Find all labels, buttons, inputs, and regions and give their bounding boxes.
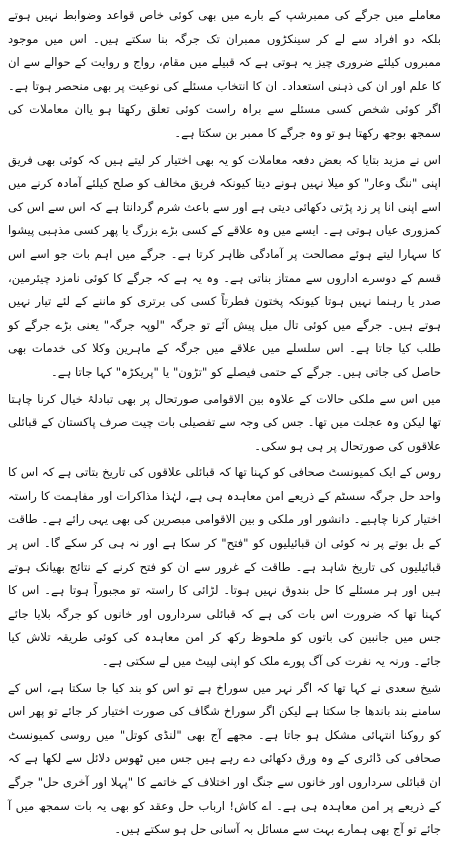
paragraph-membership: معاملے میں جرگے کی ممبرشپ کے بارے میں بھی کوئی خاص قواعد وضوابط نہیں ہوتے بلکہ دو افراد سے لے کر سینکڑوں ممبران تک جرگہ بنا سکتے ہیں۔ اس میں موجود ممبروں کیلئے ضروری چیز یہ ہوتی ہے کہ قبیلے میں مقام، رواج و روایت کے حوالے سے ان کا علم اور ان کی ذہنی استعداد۔ ان کا انتخاب مسئلے کی نوعیت پر بھی منحصر ہوتا ہے۔ اگر کوئی شخص کسی مسئلے سے براہ راست کوئی تعلق رکھتا ہو یاان معاملات کی سمجھ بوجھ رکھتا ہو تو وہ جرگے کا ممبر بن سکتا ہے۔	[8, 8, 441, 140]
paragraph-international-situation: میں اس سے ملکی حالات کے علاوہ بین الاقوامی صورتحال پر بھی تبادلۂ خیال کرنا چاہتا تھا لیکن وہ عجلت میں تھا۔ جس کی وجہ سے تفصیلی بات چیت صرف پاکستان کے قبائلی علاقوں کی صورتحال پر ہی ہو سکی۔	[8, 391, 441, 453]
paragraph-jirga-process: اس نے مزید بتایا کہ بعض دفعہ معاملات کو یہ بھی اختیار کر لیتے ہیں کہ کوئی بھی فریق اپنی "ننگ وعار" کو میلا نہیں ہونے دیتا کیونکہ فریق مخالف کو صلح کیلئے آمادہ کرنے میں اسے اپنی انا پر زد پڑتی دکھائی دیتی ہے اور سے باعث شرم گردانتا ہے کہ اس سے اس کی کمزوری عیاں ہوتی ہے۔ ایسے میں وہ علاقے کے کسی بڑے بزرگ یا پھر کسی مذہبی پیشوا کا سہارا لیتے ہوئے مصالحت پر آمادگی ظاہر کرتا ہے۔ جرگے میں اہم بات جو اسے اس قسم کے دوسرے اداروں سے ممتاز بناتی ہے۔ وہ یہ ہے کہ جرگے کا کوئی نامزد چیئرمین، صدر یا رہنما نہیں ہوتا کیونکہ پختون فطرتاً کسی کی برتری کو ماننے کے لئے تیار نہیں ہوتے ہیں۔ جرگے میں کوئی تال میل پیش آئے تو جرگہ "لوپہ جرگہ" یعنی بڑے جرگے کو طلب کیا جاتا ہے۔ اس سلسلے میں علاقے میں جرگہ کے ماہرین وکلا کی خدمات بھی حاصل کی جاتی ہیں۔ جرگے کے حتمی فیصلے کو "تڑون" یا "پریکڑہ" کہا جاتا ہے۔	[8, 152, 441, 379]
paragraph-sheikh-saadi: شیخ سعدی نے کہا تھا کہ اگر نہر میں سوراخ ہے تو اس کو بند کیا جا سکتا ہے، اس کے سامنے بند باندھا جا سکتا ہے لیکن اگر سوراخ شگاف کی صورت اختیار کر جائے تو پھر اس کو روکنا انتہائی مشکل ہو جاتا ہے۔ مجھے آج بھی "لنڈی کوتل" میں روسی کمیونسٹ صحافی کی ڈائری کے وہ ورق دکھائی دے رہے ہیں جس میں ٹھوس دلائل سے لکھا ہے کہ ان قبائلی سرداروں اور خانوں سے جنگ اور اختلاف کے خاتمے کا "پہلا اور آخری حل" جرگے کے ذریعے پر امن معاہدہ ہی ہے۔ اے کاش! ارباب حل وعقد کو بھی یہ بات سمجھ میں آ جائے تو آج بھی ہمارے بہت سے مسائل بہ آسانی حل ہو سکتے ہیں۔	[8, 680, 441, 837]
paragraph-russian-journalist: روس کے ایک کمیونسٹ صحافی کو کہنا تھا کہ قبائلی علاقوں کی تاریخ بتاتی ہے کہ اس کا واحد حل جرگہ سسٹم کے ذریعے امن معاہدہ ہی ہے، لہٰذا مذاکرات اور مفاہمت کا راستہ اختیار کرنا چاہیے۔ دانشور اور ملکی و بین الاقوامی مبصرین کی بھی یہی رائے ہے۔ طاقت کے بل بوتے پر نہ کوئی ان قبائیلیوں کو "فتح" کر سکا ہے اور نہ ہی کر سکے گا۔ اس پر قبائیلیوں کی تاریخ شاہد ہے۔ طاقت کے غرور سے ان کو فتح کرنے کے نتائج بھیانک ہوتے ہیں اور ہر مسئلے کا حل بندوق نہیں ہوتا۔ لڑائی کا راستہ تو مجبوراً ہوتا ہے۔ اس کا کہنا تھا کہ ضرورت اس بات کی ہے کہ قبائلی سرداروں اور خانوں کو جرگہ بلایا جائے جس میں جانبین کی باتوں کو ملحوظ رکھ کر امن معاہدہ کی کوئی طریقہ تلاش کیا جائے۔ ورنہ یہ نفرت کی آگ پورے ملک کو اپنی لپیٹ میں لے سکتی ہے۔	[8, 465, 441, 669]
